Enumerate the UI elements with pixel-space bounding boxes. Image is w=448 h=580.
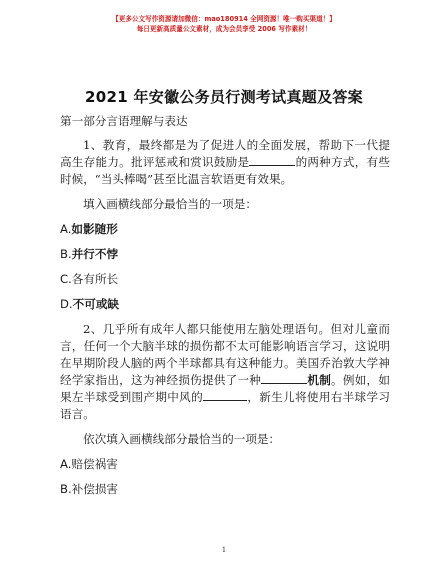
option-text: 不可或缺 [72, 297, 120, 311]
question-2-instruction: 依次填入画横线部分最恰当的一项是： [83, 432, 281, 446]
document-title: 2021 年安徽公务员行测考试真题及答案 [85, 88, 363, 106]
option-item [60, 271, 390, 288]
question-1-seg-1: 1、教育，最终都是为了促进人的全面发展，帮助下一代提高生存能力。批评惩戒和赏识鼓励是 [60, 138, 390, 169]
promo-banner [0, 14, 448, 34]
option-letter: D. [60, 297, 73, 311]
question-1-text [60, 137, 390, 188]
option-item [60, 481, 390, 498]
promo-banner-line-1: 【更多公文写作资源请加微信：mao180914 全网资源！唯一购买渠道！】 [112, 15, 336, 23]
option-letter: B. [60, 247, 72, 261]
promo-banner-line-2: 每日更新高质量公文素材，成为会员享受 2006 写作素材！ [136, 25, 312, 33]
option-item [60, 456, 390, 473]
answer-blank [249, 154, 295, 166]
question-2-seg-4: ，新生儿将使用右半球学习语言。 [60, 390, 390, 421]
option-text: 各有所长 [71, 272, 119, 286]
option-text: 并行不悖 [71, 247, 119, 261]
option-item [60, 246, 390, 263]
section-heading: 第一部分言语理解与表达 [60, 114, 188, 128]
option-letter: A. [60, 457, 72, 471]
option-text: 如影随形 [71, 222, 118, 236]
question-2-text [60, 321, 390, 423]
option-text: 补偿损害 [71, 482, 119, 496]
document-body [60, 113, 390, 506]
question-2-seg-3: 。例如，如果左半球受到围产期中风的 [60, 373, 390, 404]
question-2-seg-2: 机制 [307, 373, 332, 387]
answer-blank [203, 389, 247, 401]
question-1-seg-2: 的两种方式，有些时候，“当头棒喝”甚至比温言软语更有效果。 [60, 155, 390, 186]
option-item [60, 221, 390, 238]
option-letter: C. [60, 272, 72, 286]
option-letter: A. [60, 222, 72, 236]
question-1-instruction: 填入画横线部分最恰当的一项是： [83, 197, 257, 211]
question-2-seg-1: 2、几乎所有成年人都只能使用左脑处理语句。但对儿童而言，任何一个大脑半球的损伤都不太可能影响语言学习，这说明在早期阶段人脑的两个半球都具有这种能力。美国乔治敦大学神经学家指出，这为神经损伤提供了一种 [60, 322, 390, 387]
option-item [60, 296, 390, 313]
answer-blank [261, 372, 307, 384]
option-text: 赔偿祸害 [71, 457, 118, 471]
option-letter: B. [60, 482, 72, 496]
page-number: 1 [221, 546, 227, 554]
